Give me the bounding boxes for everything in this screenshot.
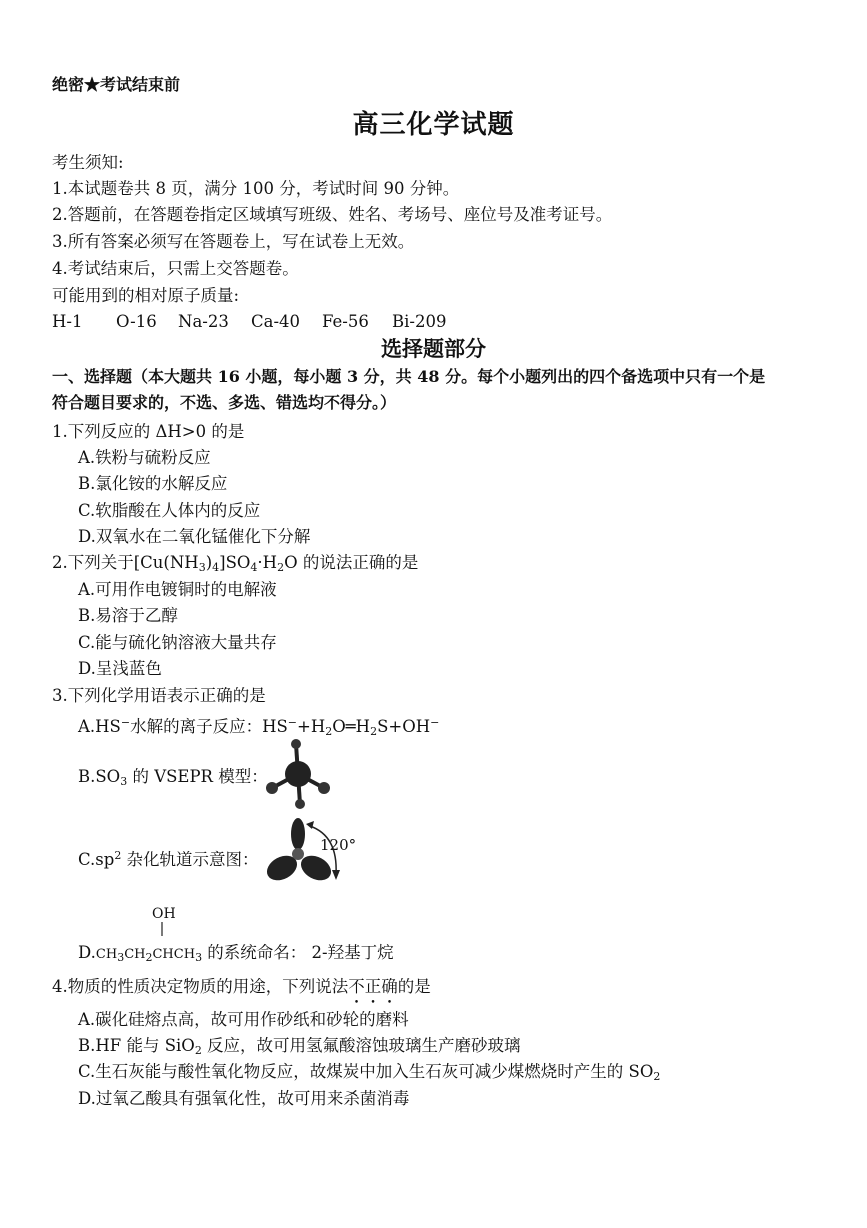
question-1-option-a: A.铁粉与硫粉反应: [78, 448, 211, 467]
notice-heading: 考生须知:: [52, 153, 124, 172]
question-2-option-a: A.可用作电镀铜时的电解液: [78, 580, 277, 599]
page-title: 高三化学试题: [352, 110, 515, 140]
section-intro: 符合题目要求的，不选、多选、错选均不得分。）: [52, 393, 397, 412]
so3-vsepr-model-figure: [262, 738, 348, 810]
notice-item: 1.本试题卷共 8 页，满分 100 分，考试时间 90 分钟。: [52, 179, 460, 198]
question-3-option-b: $B.SO_3$ 的 VSEPR 模型：: [78, 767, 268, 788]
atomic-mass: H-1: [52, 312, 83, 331]
question-3-option-d: $D.CH_3CH_2CHCH_3$ 的系统命名： 2-羟基丁烷: [78, 943, 394, 964]
section-title: 选择题部分: [381, 336, 486, 361]
question-3-stem: 3.下列化学用语表示正确的是: [52, 686, 266, 705]
confidential-label: 绝密★考试结束前: [52, 75, 181, 94]
question-3-option-a: A.HS−水解的离子反应：$HS^-+H_2O═H_2S+OH^-$: [78, 716, 440, 738]
notice-item: 4.考试结束后，只需上交答题卷。: [52, 259, 299, 278]
notice-item: 2.答题前，在答题卷指定区域填写班级、姓名、考场号、座位号及准考证号。: [52, 205, 613, 224]
section-intro: 一、选择题（本大题共 16 小题，每小题 3 分，共 48 分。每个小题列出的四个备选项中只有一个是: [52, 367, 766, 386]
atomic-mass-label: 可能用到的相对原子质量:: [52, 286, 240, 305]
question-3-option-c: $C.sp^2$ 杂化轨道示意图：: [78, 849, 259, 869]
question-4-option-d: D.过氧乙酸具有强氧化性，故可用来杀菌消毒: [78, 1089, 410, 1108]
question-2-option-b: B.易溶于乙醇: [78, 606, 178, 625]
question-2-option-c: C.能与硫化钠溶液大量共存: [78, 633, 277, 652]
question-1-stem: 1.下列反应的 ΔH>0 的是: [52, 422, 245, 441]
notice-item: 3.所有答案必须写在答题卷上，写在试卷上无效。: [52, 232, 415, 251]
question-1-option-d: D.双氧水在二氧化锰催化下分解: [78, 527, 311, 546]
question-2-option-d: D.呈浅蓝色: [78, 659, 162, 678]
question-1-option-b: B.氯化铵的水解反应: [78, 474, 228, 493]
question-4-option-a: A.碳化硅熔点高，故可用作砂纸和砂轮的磨料: [78, 1010, 409, 1029]
hydroxyl-group-label: OH: [152, 906, 176, 922]
bond-angle-label: 120°: [320, 836, 357, 854]
question-4-option-c: C.生石灰能与酸性氧化物反应，故煤炭中加入生石灰可减少煤燃烧时产生的 $SO_2$: [78, 1062, 661, 1083]
hydroxyl-bond-line: [160, 922, 164, 936]
atomic-mass: Fe-56: [322, 312, 369, 331]
atomic-mass: Ca-40: [251, 312, 301, 331]
question-4-option-b: B.HF 能与 SiO$_2$ 反应，故可用氢氟酸溶蚀玻璃生产磨砂玻璃: [78, 1036, 521, 1057]
atomic-mass: Na-23: [178, 312, 229, 331]
atomic-mass: Bi-209: [392, 312, 447, 331]
atomic-mass: O-16: [116, 312, 157, 331]
question-2-stem: 2.下列关于$[Cu(NH_3)_4]SO_4\cdot H_2O$ 的说法正确的是: [52, 553, 419, 574]
question-1-option-c: C.软脂酸在人体内的反应: [78, 501, 261, 520]
question-4-stem: 4.物质的性质决定物质的用途，下列说法不正确的是: [52, 977, 431, 996]
